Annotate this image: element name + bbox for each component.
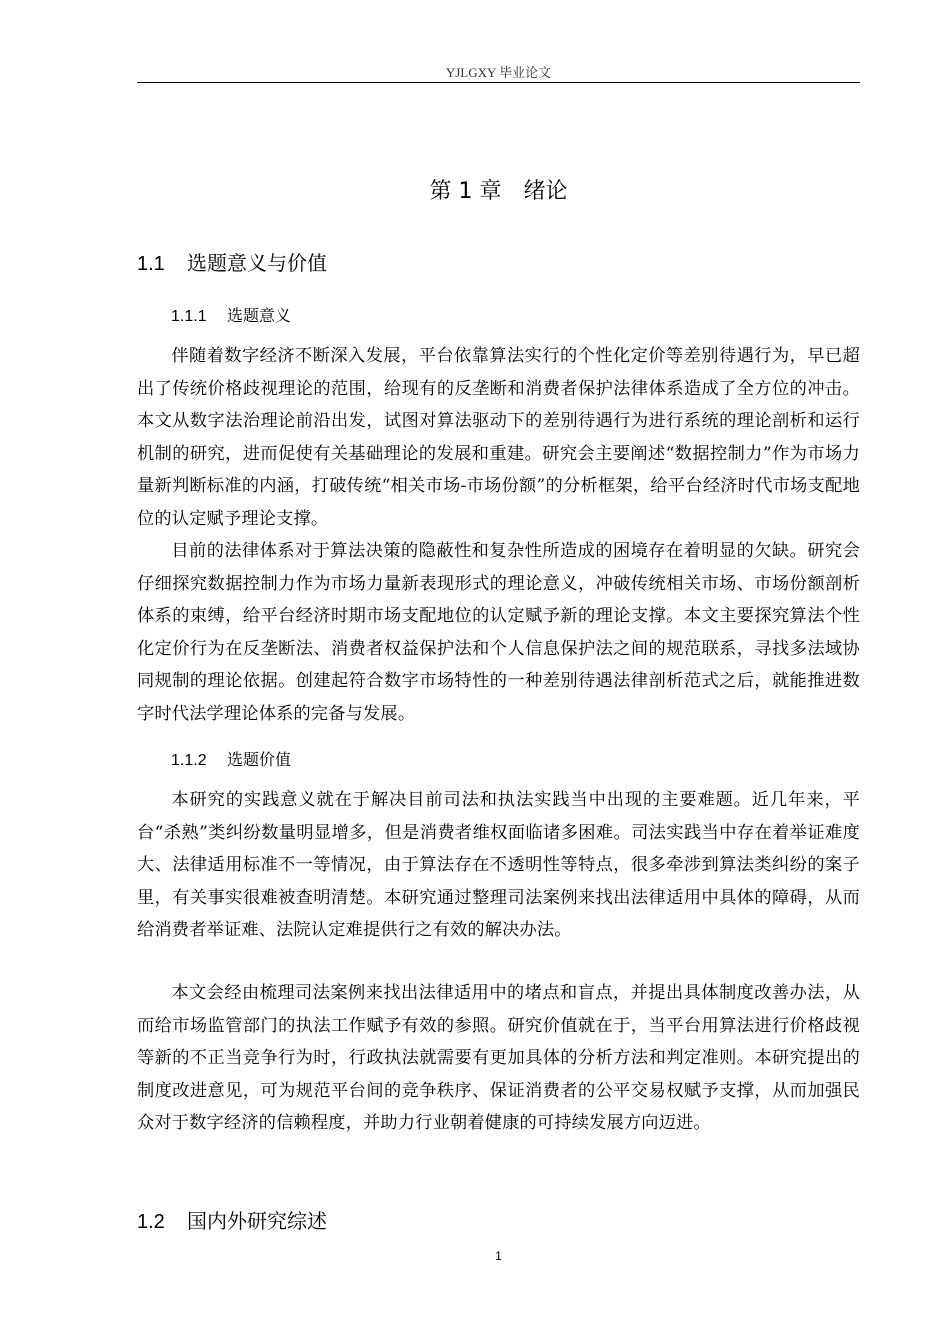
body-paragraph: 本研究的实践意义就在于解决目前司法和执法实践当中出现的主要难题。近几年来，平台“杀熟”类纠纷数量明显增多，但是消费者维权面临诸多困难。司法实践当中存在着举证难度大、法律适用标准不一等情况，由于算法存在不透明性等特点，很多牵涉到算法类纠纷的案子里，有关事实很难被查明清楚。本研究通过整理司法案例来找出法律适用中具体的障碍，从而给消费者举证难、法院认定难提供行之有效的解决办法。 <box>137 790 860 941</box>
section-title: 选题意义与价值 <box>187 251 327 275</box>
subsection-title: 选题意义 <box>227 306 292 325</box>
page-number: 1 <box>495 1249 502 1263</box>
body-paragraph: 本文会经由梳理司法案例来找出法律适用中的堵点和盲点，并提出具体制度改善办法，从而给市场监管部门的执法工作赋予有效的参照。研究价值就在于，当平台用算法进行价格歧视等新的不正当竞争行为时，行政执法就需要有更加具体的分析方法和判定准则。本研究提出的制度改进意见，可为规范平台间的竞争秩序、保证消费者的公平交易权赋予支撑，从而加强民众对于数字经济的信赖程度，并助力行业朝着健康的可持续发展方向迈进。 <box>137 983 860 1134</box>
section-number: 1.1 <box>137 253 165 275</box>
subsection-number: 1.1.2 <box>171 752 207 769</box>
section-title: 国内外研究综述 <box>187 1209 327 1233</box>
subsection-heading-1-1-2 <box>171 748 291 773</box>
header-rule <box>137 82 860 83</box>
subsection-title: 选题价值 <box>227 750 292 769</box>
subsection-number: 1.1.1 <box>171 308 207 325</box>
body-paragraph: 目前的法律体系对于算法决策的隐蔽性和复杂性所造成的困境存在着明显的欠缺。研究会仔细探究数据控制力作为市场力量新表现形式的理论意义，冲破传统相关市场、市场份额剖析体系的束缚，给平台经济时期市场支配地位的认定赋予新的理论支撑。本文主要探究算法个性化定价行为在反垄断法、消费者权益保护法和个人信息保护法之间的规范联系，寻找多法域协同规制的理论依据。创建起符合数字市场特性的一种差别待遇法律剖析范式之后，就能推进数字时代法学理论体系的完备与发展。 <box>137 541 860 724</box>
subsection-heading-1-1-1 <box>171 304 291 329</box>
running-header: YJLGXY 毕业论文 <box>445 65 552 80</box>
section-heading-1-1 <box>137 248 327 279</box>
section-heading-1-2 <box>137 1206 327 1237</box>
section-number: 1.2 <box>137 1211 165 1233</box>
body-paragraph: 伴随着数字经济不断深入发展，平台依靠算法实行的个性化定价等差别待遇行为，早已超出了传统价格歧视理论的范围，给现有的反垄断和消费者保护法律体系造成了全方位的冲击。本文从数字法治理论前沿出发，试图对算法驱动下的差别待遇行为进行系统的理论剖析和运行机制的研究，进而促使有关基础理论的发展和重建。研究会主要阐述“数据控制力”作为市场力量新判断标准的内涵，打破传统“相关市场-市场份额”的分析框架，给平台经济时代市场支配地位的认定赋予理论支撑。 <box>137 346 860 529</box>
chapter-title: 第 1 章 绪论 <box>429 179 568 204</box>
